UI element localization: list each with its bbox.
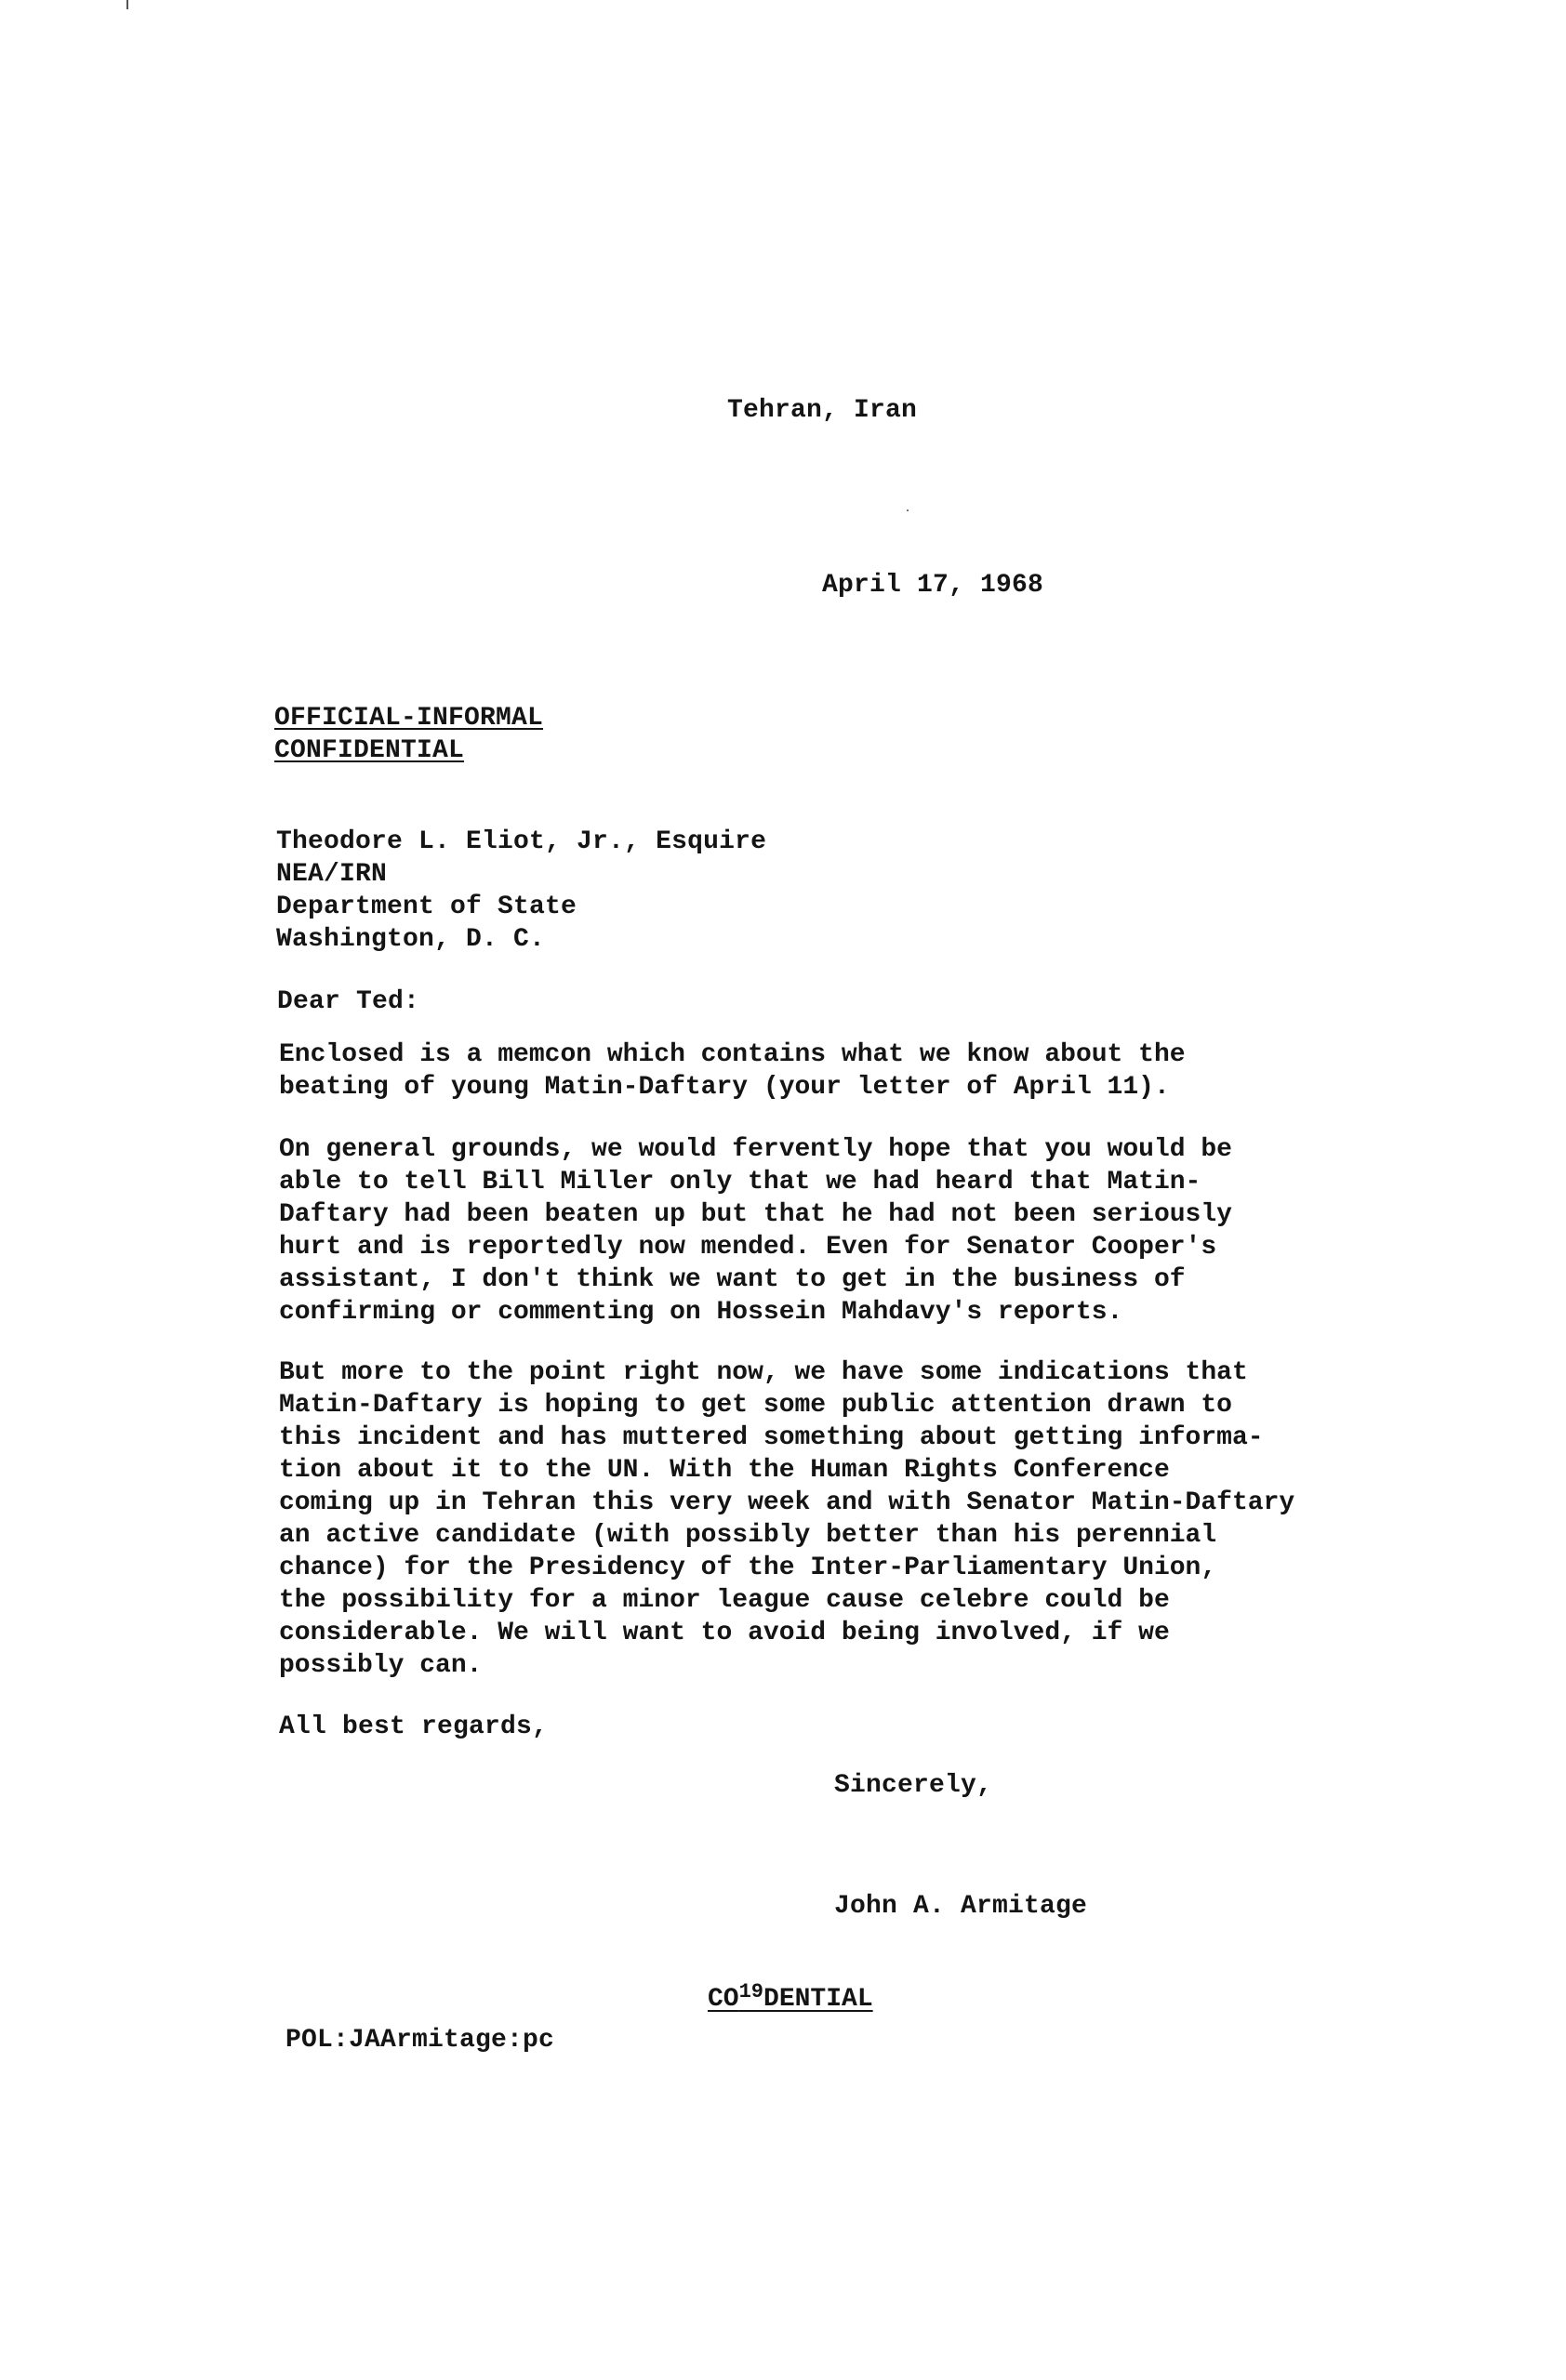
classification-confidential: CONFIDENTIAL [274, 736, 465, 765]
paragraph-3 [279, 1356, 1320, 1682]
paragraph-line: able to tell Bill Miller only that we had heard that Matin- [279, 1168, 1201, 1197]
page-number: 19 [738, 1980, 764, 2003]
closing-remark: All best regards, [279, 1712, 549, 1741]
drafter-initials: POL:JAArmitage:pc [285, 2026, 555, 2055]
paragraph-line: chance) for the Presidency of the Inter-Parliamentary Union, [279, 1554, 1217, 1582]
footer-conf-right: DENTIAL [763, 1985, 873, 2014]
paragraph-line: tion about it to the UN. With the Human Rights Conference [279, 1456, 1170, 1485]
letter-place: Tehran, Iran [727, 396, 918, 425]
paragraph-line: assistant, I don't think we want to get in the business of [279, 1265, 1186, 1294]
scan-speck [907, 509, 909, 511]
paragraph-line: beating of young Matin-Daftary (your letter of April 11). [279, 1073, 1170, 1102]
paragraph-line: the possibility for a minor league cause celebre could be [279, 1586, 1170, 1615]
scan-mark [126, 0, 128, 9]
confidential-footer [708, 1980, 873, 2016]
addressee-department: Department of State [276, 892, 577, 921]
letter-date: April 17, 1968 [822, 571, 1044, 600]
addressee-city: Washington, D. C. [276, 925, 546, 954]
paragraph-1 [279, 1038, 1320, 1104]
paragraph-line: Matin-Daftary is hoping to get some public attention drawn to [279, 1391, 1232, 1420]
valediction: Sincerely, [834, 1771, 993, 1800]
classification-official-informal: OFFICIAL-INFORMAL [274, 704, 544, 733]
paragraph-2 [279, 1133, 1320, 1329]
salutation: Dear Ted: [277, 987, 420, 1016]
paragraph-line: Enclosed is a memcon which contains what we know about the [279, 1040, 1186, 1069]
paragraph-line: On general grounds, we would fervently hope that you would be [279, 1135, 1232, 1164]
paragraph-line: Daftary had been beaten up but that he had not been seriously [279, 1200, 1232, 1229]
addressee-office: NEA/IRN [276, 860, 388, 889]
paragraph-line: this incident and has muttered something about getting informa- [279, 1423, 1264, 1452]
paragraph-line: an active candidate (with possibly better than his perennial [279, 1521, 1217, 1550]
paragraph-line: hurt and is reportedly now mended. Even for Senator Cooper's [279, 1233, 1217, 1262]
paragraph-line: possibly can. [279, 1651, 483, 1680]
signer-name: John A. Armitage [834, 1892, 1088, 1921]
paragraph-line: considerable. We will want to avoid being involved, if we [279, 1619, 1170, 1647]
paragraph-line: But more to the point right now, we have some indications that [279, 1358, 1248, 1387]
paragraph-line: confirming or commenting on Hossein Mahdavy's reports. [279, 1298, 1123, 1327]
addressee-name: Theodore L. Eliot, Jr., Esquire [276, 827, 767, 856]
footer-conf-left: CO [708, 1985, 739, 2014]
paragraph-line: coming up in Tehran this very week and with Senator Matin-Daftary [279, 1488, 1295, 1517]
